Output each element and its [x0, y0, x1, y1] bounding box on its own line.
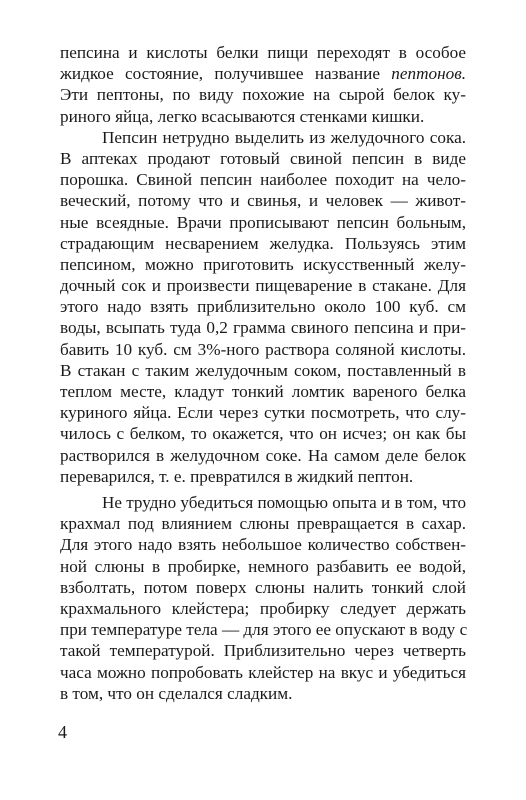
text-line: в том, что он сделался сладким. — [60, 683, 293, 703]
text-line: пепсина и кислоты белки пищи переходят в особое — [60, 43, 466, 62]
text-fragment: жидкое состояние, получившее название — [60, 64, 392, 84]
text-line: куриного яйца. Если через сутки посмотреть, что слу- — [60, 403, 466, 423]
text-line: дочный сок и произвести пищеварение в стакане. Для — [60, 276, 466, 296]
text-line: ной слюны в пробирке, немного разбавить ее водой, — [60, 556, 466, 576]
text-line: часа можно попробовать клейстер на вкус и убедиться — [60, 662, 466, 682]
text-line: при температуре тела — для этого ее опускают в воду с — [60, 620, 468, 640]
text-line: воды, всыпать туда 0,2 грамма свиного пепсина и при- — [60, 318, 466, 338]
italic-term: пептонов. — [391, 64, 466, 84]
text-line: чилось с белком, то окажется, что он исчез; он как бы — [60, 424, 466, 444]
text-line: крахмального клейстера; пробирку следует держать — [60, 599, 466, 619]
text-line: веческий, потому что и свинья, и человек — живот- — [60, 191, 466, 211]
text-line: бавить 10 куб. см 3%-ного раствора соляной кислоты. — [60, 339, 466, 359]
text-line: Для этого надо взять небольшое количество собствен- — [60, 535, 466, 555]
text-line: Пепсин нетрудно выделить из желудочного сока. — [102, 127, 466, 147]
text-line: Эти пептоны, по виду похожие на сырой белок ку- — [60, 85, 466, 105]
text-line: В аптеках продают готовый свиной пепсин в виде — [60, 148, 466, 168]
text-line: ные всеядные. Врачи прописывают пепсин больным, — [60, 212, 466, 232]
text-line: растворился в желудочном соке. На самом деле белок — [60, 445, 466, 465]
text-line: страдающим несварением желудка. Пользуясь этим — [60, 233, 466, 253]
text-line: переварился, т. е. превратился в жидкий пептон. — [60, 466, 414, 486]
text-line: взболтать, потом поверх слюны налить тонкий слой — [60, 577, 466, 597]
text-line: теплом месте, кладут тонкий ломтик вареного белка — [60, 382, 466, 402]
text-line: крахмал под влиянием слюны превращается в сахар. — [60, 514, 466, 534]
page-number: 4 — [58, 722, 67, 742]
text-line: В стакан с таким желудочным соком, поставленный в — [60, 360, 466, 380]
text-line: такой температурой. Приблизительно через четверть — [60, 641, 466, 661]
text-line: порошка. Свиной пепсин наиболее походит на чело- — [60, 170, 466, 190]
text-line: пепсином, можно приготовить искусственный желу- — [60, 254, 466, 274]
text-line: риного яйца, легко всасываются стенками кишки. — [60, 106, 425, 126]
text-line: Не трудно убедиться помощью опыта и в том, что — [102, 493, 467, 513]
text-line: этого надо взять приблизительно около 100 куб. см — [60, 297, 466, 317]
